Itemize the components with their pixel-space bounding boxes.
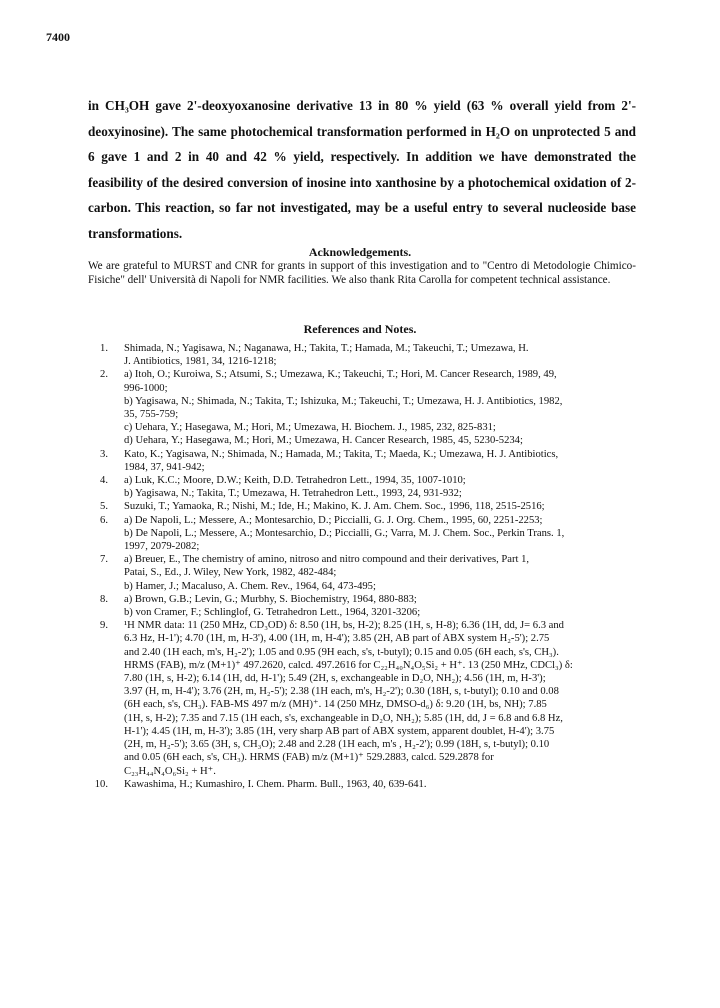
reference-line: 35, 755-759; [124,409,179,421]
reference-line: 996-1000; [124,382,168,394]
reference-item [88,448,648,474]
page-number: 7400 [46,30,70,44]
reference-line: (1H, s, H-2); 7.35 and 7.15 (1H each, s's, exchangeable in D₂O, NH₂); 5.85 (1H, dd, J = 6.8 and 6.8 Hz, [124,712,563,724]
reference-line: Kawashima, H.; Kumashiro, I. Chem. Pharm. Bull., 1963, 40, 639-641. [124,778,427,790]
reference-number: 5. [100,501,108,513]
reference-line: a) De Napoli, L.; Messere, A.; Montesarchio, D.; Piccialli, G. J. Org. Chem., 1995, 60, 2251-2253; [124,514,543,526]
references-heading: References and Notes. [303,322,417,336]
reference-line: and 2.40 (1H each, m's, H₂-2'); 1.05 and 0.95 (9H each, s's, t-butyl); 0.15 and 0.05 (6H each, s's, CH₃). [124,646,559,658]
reference-line: J. Antibiotics, 1981, 34, 1216-1218; [124,356,277,368]
reference-item [88,500,648,513]
reference-line: (2H, m, H₂-5'); 3.65 (3H, s, CH₃O); 2.48 and 2.28 (1H each, m's , H₂-2'); 0.99 (18H, s, t-butyl); 0.10 [124,739,550,751]
reference-line: b) von Cramer, F.; Schlinglof, G. Tetrahedron Lett., 1964, 3201-3206; [124,607,421,619]
reference-line: a) Luk, K.C.; Moore, D.W.; Keith, D.D. Tetrahedron Lett., 1994, 35, 1007-1010; [124,475,466,487]
reference-item [88,474,648,500]
reference-line: Patai, S., Ed., J. Wiley, New York, 1982, 482-484; [124,567,337,579]
reference-number: 4. [100,475,108,487]
reference-item [88,342,648,368]
reference-number: 3. [100,448,108,460]
reference-item [88,593,648,619]
reference-line: a) Itoh, O.; Kuroiwa, S.; Atsumi, S.; Umezawa, K.; Takeuchi, T.; Hori, M. Cancer Research, 1989, 49, [124,369,557,381]
reference-line: b) Hamer, J.; Macaluso, A. Chem. Rev., 1964, 64, 473-495; [124,580,376,592]
reference-number: 8. [100,593,108,605]
reference-line: Shimada, N.; Yagisawa, N.; Naganawa, H.; Takita, T.; Hamada, M.; Takeuchi, T.; Umezawa, H. [124,343,529,354]
reference-item [88,619,648,777]
reference-line: b) Yagisawa, N.; Shimada, N.; Takita, T.; Ishizuka, M.; Takeuchi, T.; Umezawa, H. J. Antibiotics, 1982, [124,395,563,407]
reference-number: 6. [100,514,108,526]
reference-line: b) De Napoli, L.; Messere, A.; Montesarchio, D.; Piccialli, G.; Varra, M. J. Chem. Soc., Perkin Trans. 1, [124,527,565,539]
reference-line: 3.97 (H, m, H-4'); 3.76 (2H, m, H₂-5'); 2.38 (1H each, m's, H₂-2'); 0.30 (18H, s, t-butyl); 0.10 and 0.08 [124,686,559,698]
reference-line: Suzuki, T.; Yamaoka, R.; Nishi, M.; Ide, H.; Makino, K. J. Am. Chem. Soc., 1996, 118, 2515-2516; [124,501,545,513]
reference-line: a) Brown, G.B.; Levin, G.; Murbhy, S. Biochemistry, 1964, 880-883; [124,593,417,605]
reference-item [88,778,648,791]
reference-item [88,553,648,593]
reference-list [88,342,648,791]
reference-line: d) Uehara, Y.; Hasegawa, M.; Hori, M.; Umezawa, H. Cancer Research, 1985, 45, 5230-5234; [124,435,523,447]
reference-item [88,514,648,554]
acknowledgements-heading: Acknowledgements. [308,245,412,259]
reference-line: HRMS (FAB), m/z (M+1)⁺ 497.2620, calcd. 497.2616 for C₂₂H₄₀N₄O₅Si₂ + H⁺. 13 (250 MHz, CDCl₃) δ: [124,659,573,671]
acknowledgements-text: We are grateful to MURST and CNR for grants in support of this investigation and to "Centro di Metodologie Chimico-Fisiche" dell' Università di Napoli for NMR facilities. We also thank Rita Carolla for competent technical assistance. [88,260,636,286]
reference-number: 7. [100,554,108,566]
reference-line: 7.80 (1H, s, H-2); 6.14 (1H, dd, H-1'); 5.49 (2H, s, exchangeable in D₂O, NH₂); 4.56 (1H, m, H-3'); [124,673,546,685]
reference-line: c) Uehara, Y.; Hasegawa, M.; Hori, M.; Umezawa, H. Biochem. J., 1985, 232, 825-831; [124,422,496,434]
body-paragraph: in CH₃OH gave 2'-deoxyoxanosine derivative 13 in 80 % yield (63 % overall yield from 2'-deoxyinosine). The same photochemical transformation performed in H₂O on unprotected 5 and 6 gave 1 and 2 in 40 and 42 % yield, respectively. In addition we have demonstrated the feasibility of the desired conversion of inosine into xanthosine by a photochemical oxidation of 2-carbon. This reaction, so far not investigated, may be a useful entry to several nucleoside base transformations. [88,98,636,241]
reference-line: 1997, 2079-2082; [124,541,200,553]
reference-line: 6.3 Hz, H-1'); 4.70 (1H, m, H-3'), 4.00 (1H, m, H-4'); 3.85 (2H, AB part of ABX system H₂-5'); 2.75 [124,633,550,645]
reference-line: a) Breuer, E., The chemistry of amino, nitroso and nitro compound and their derivatives, Part 1, [124,554,530,566]
reference-line: and 0.05 (6H each, s's, CH₃). HRMS (FAB) m/z (M+1)⁺ 529.2883, calcd. 529.2878 for [124,752,494,764]
reference-item [88,368,648,447]
reference-number: 1. [100,343,108,354]
reference-line: (6H each, s's, CH₃). FAB-MS 497 m/z (MH)⁺. 14 (250 MHz, DMSO-d₆) δ: 9.20 (1H, bs, NH); 7.85 [124,699,547,711]
reference-line: Kato, K.; Yagisawa, N.; Shimada, N.; Hamada, M.; Takita, T.; Maeda, K.; Umezawa, H. J. Antibiotics, [124,448,559,460]
reference-number: 10. [94,778,108,790]
reference-line: H-1'); 4.45 (1H, m, H-3'); 3.85 (1H, very sharp AB part of ABX system, apparent doublet, H-4'); 3.75 [124,725,555,737]
reference-line: ¹H NMR data: 11 (250 MHz, CD₃OD) δ: 8.50 (1H, bs, H-2); 8.25 (1H, s, H-8); 6.36 (1H, dd, J= 6.3 and [124,620,564,632]
reference-line: 1984, 37, 941-942; [124,461,205,473]
reference-number: 9. [100,620,108,632]
reference-line: b) Yagisawa, N.; Takita, T.; Umezawa, H. Tetrahedron Lett., 1993, 24, 931-932; [124,488,462,500]
reference-number: 2. [100,369,108,381]
reference-line: C₂₃H₄₄N₄O₆Si₂ + H⁺. [124,765,216,777]
